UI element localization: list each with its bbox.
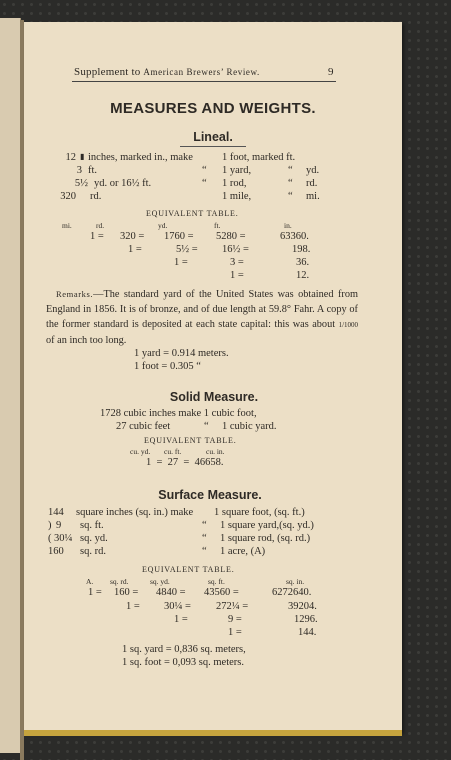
eq-cell: 160 = xyxy=(114,587,139,598)
eq-header: rd. xyxy=(96,221,105,230)
solid-line: 27 cubic feet xyxy=(116,421,171,432)
surface-row-unit: square inches (sq. in.) make xyxy=(76,507,194,518)
lineal-row-result: 1 yard, xyxy=(222,165,252,176)
solid-eq-row: 1 = 27 = 46658. xyxy=(146,457,224,468)
eq-header: yd. xyxy=(158,221,168,230)
lineal-row-qty: 12 xyxy=(65,152,76,163)
conversion-line: 1 sq. yard = 0,836 sq. meters, xyxy=(122,644,246,655)
eq-cell: 9 = xyxy=(228,614,242,625)
ditto-mark: “ xyxy=(202,165,207,176)
surface-row-result: 1 square yard,(sq. yd.) xyxy=(220,520,314,531)
ditto-mark: “ xyxy=(202,520,207,531)
ditto-mark: “ xyxy=(204,421,209,432)
eq-header: sq. in. xyxy=(286,577,305,586)
ditto-mark: “ xyxy=(202,533,207,544)
lineal-row-abbrev: yd. xyxy=(306,165,320,176)
surface-row-result: 1 acre, (A) xyxy=(220,546,266,557)
lineal-row-qty: 320 xyxy=(60,191,76,202)
eq-header: cu. ft. xyxy=(164,447,182,456)
lineal-row-abbrev: rd. xyxy=(306,178,318,189)
solid-line: 1728 cubic inches make 1 cubic foot, xyxy=(100,408,257,419)
ditto-mark: “ xyxy=(202,546,207,557)
eq-cell: 39204. xyxy=(288,601,317,612)
eq-cell: 30¼ = xyxy=(164,601,191,612)
eq-cell: 320 = xyxy=(120,231,145,242)
ditto-mark: “ xyxy=(202,178,207,189)
eq-cell: 5½ = xyxy=(176,244,198,255)
remarks-paragraph xyxy=(46,287,358,348)
brace-icon: ) xyxy=(48,520,52,531)
eq-cell: 63360. xyxy=(280,231,309,242)
surface-row-qty: 30¼ xyxy=(54,533,73,544)
lineal-heading: Lineal. xyxy=(193,130,233,144)
lineal-row-result: 1 foot, marked ft. xyxy=(222,152,296,163)
eq-header: sq. yd. xyxy=(150,577,170,586)
solid-heading: Solid Measure. xyxy=(169,390,259,404)
eq-cell: 1 = xyxy=(128,244,142,255)
conversion-line: 1 sq. foot = 0,093 sq. meters. xyxy=(122,657,244,668)
lineal-equivalent-title: EQUIVALENT TABLE. xyxy=(146,209,239,218)
remarks-fraction: 1/1000 xyxy=(338,321,359,329)
eq-header: mi. xyxy=(62,221,72,230)
header-rule xyxy=(72,81,336,82)
page-edge-tint xyxy=(24,730,402,736)
lineal-row-unit: inches, marked in., make xyxy=(88,152,193,163)
facing-page-edge xyxy=(0,18,21,753)
lineal-row-qty: 5½ xyxy=(74,178,88,189)
eq-cell: 198. xyxy=(292,244,311,255)
eq-cell: 1 = xyxy=(88,587,102,598)
eq-cell: 1 = xyxy=(228,627,242,638)
solid-line: 1 cubic yard. xyxy=(222,421,277,432)
eq-header: in. xyxy=(284,221,292,230)
remarks-end: of an inch too long. xyxy=(46,335,127,346)
eq-cell: 16½ = xyxy=(222,244,249,255)
eq-cell: 1296. xyxy=(294,614,318,625)
eq-header: sq. rd. xyxy=(110,577,129,586)
eq-cell: 1 = xyxy=(90,231,104,242)
lineal-row-unit: yd. or 16½ ft. xyxy=(94,178,152,189)
surface-row-unit: sq. rd. xyxy=(80,546,106,557)
remarks-label: Remarks. xyxy=(56,289,94,299)
surface-equivalent-title: EQUIVALENT TABLE. xyxy=(142,565,235,574)
book-page xyxy=(24,22,402,732)
ditto-mark: “ xyxy=(288,178,293,189)
eq-cell: 4840 = xyxy=(156,587,186,598)
conversion-line: 1 yard = 0.914 meters. xyxy=(134,348,229,359)
eq-header: sq. ft. xyxy=(208,577,225,586)
eq-cell: 1 = xyxy=(230,270,244,281)
eq-header: ft. xyxy=(214,221,221,230)
eq-cell: 12. xyxy=(296,270,310,281)
surface-row-result: 1 square foot, (sq. ft.) xyxy=(214,507,305,518)
lineal-row-result: 1 rod, xyxy=(222,178,247,189)
lineal-underline xyxy=(180,146,246,147)
surface-row-result: 1 square rod, (sq. rd.) xyxy=(220,533,311,544)
brace-icon: ( xyxy=(48,533,52,544)
surface-heading: Surface Measure. xyxy=(158,488,262,502)
eq-cell: 144. xyxy=(298,627,317,638)
running-header: Supplement to American Brewers’ Review. xyxy=(74,66,260,78)
eq-cell: 5280 = xyxy=(216,231,246,242)
solid-equivalent-title: EQUIVALENT TABLE. xyxy=(144,436,237,445)
eq-cell: 36. xyxy=(296,257,310,268)
lineal-row-qty: 3 xyxy=(76,165,82,176)
surface-row-unit: sq. ft. xyxy=(80,520,104,531)
remarks-text: —The standard yard of the United States was obtained from England in 1856. It is of bronze, and of due length at 59.8° Fahr. A copy of the former standard is deposited at each state capital: this was about xyxy=(46,289,358,330)
surface-row-qty: 144 xyxy=(48,507,64,518)
eq-cell: 6272640. xyxy=(272,587,312,598)
lineal-row-result: 1 mile, xyxy=(222,191,252,202)
lineal-row-unit: rd. xyxy=(90,191,102,202)
conversion-line: 1 foot = 0.305 “ xyxy=(134,361,201,372)
eq-cell: 1 = xyxy=(174,614,188,625)
eq-cell: 1760 = xyxy=(164,231,194,242)
surface-row-qty: 160 xyxy=(48,546,64,557)
lineal-row-abbrev: mi. xyxy=(306,191,320,202)
surface-row-unit: sq. yd. xyxy=(80,533,108,544)
eq-cell: 1 = xyxy=(126,601,140,612)
eq-cell: 3 = xyxy=(230,257,244,268)
bracket-icon: ▮ xyxy=(80,152,85,161)
eq-header: cu. in. xyxy=(206,447,225,456)
page-number: 9 xyxy=(328,66,334,78)
eq-header: cu. yd. xyxy=(130,447,151,456)
eq-cell: 43560 = xyxy=(204,587,239,598)
surface-row-qty: 9 xyxy=(56,520,62,531)
running-header-journal: American Brewers’ Review. xyxy=(143,67,260,77)
ditto-mark: “ xyxy=(288,165,293,176)
page-title: MEASURES AND WEIGHTS. xyxy=(110,100,316,117)
eq-cell: 272¼ = xyxy=(216,601,249,612)
lineal-row-unit: ft. xyxy=(88,165,98,176)
ditto-mark: “ xyxy=(288,191,293,202)
eq-cell: 1 = xyxy=(174,257,188,268)
eq-header: A. xyxy=(86,577,94,586)
